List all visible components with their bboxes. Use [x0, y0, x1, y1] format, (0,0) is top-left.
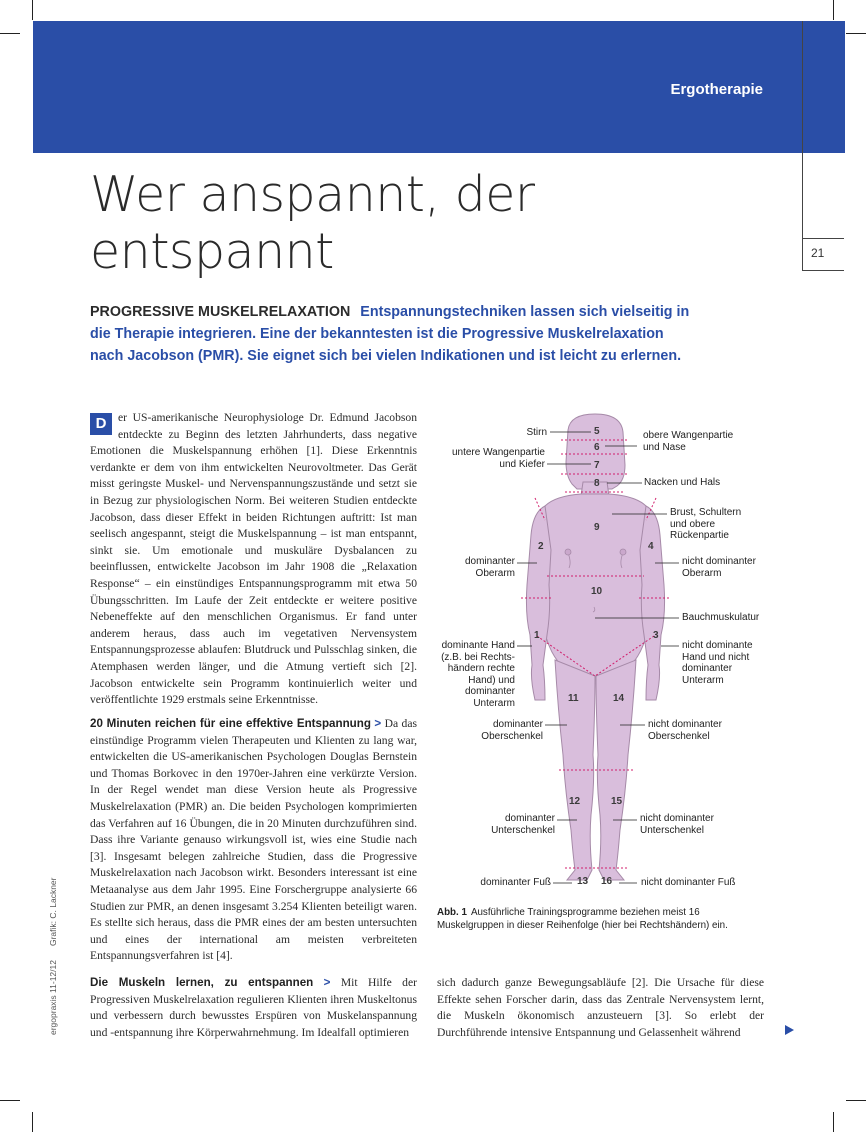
label-stirn: Stirn [526, 427, 547, 438]
region-number: 6 [594, 442, 600, 453]
title-line: entspannt [90, 223, 334, 280]
subheading: 20 Minuten reichen für eine effektive Entspannung [90, 717, 371, 730]
body-paragraph-1 [90, 410, 417, 709]
region-number: 2 [538, 541, 544, 552]
body-paragraph-2 [90, 716, 417, 965]
region-number: 8 [594, 478, 600, 489]
paragraph-text: sich dadurch ganze Bewegungsabläufe [2]. Die Ursache für diese Effekte sehen Forscher darin, dass das Zentrale Nervensystem lernt, die Muskeln ökonomisch anzusteuern [3]. So erlebt der Durchführende intensive Entspannung und Gelassenheit während [437, 976, 764, 1039]
page-number: 21 [811, 246, 825, 260]
crop-mark [0, 33, 20, 34]
crop-mark [32, 0, 33, 20]
journal-issue: ergopraxis 11-12/12 [48, 960, 58, 1035]
paragraph-text: er US-amerikanische Neurophysiologe Dr. Edmund Jacobson entdeckte zu Beginn des letzten Jahrhunderts, dass negative Emotionen die Muskelspannung erhöhen [1]. Diese Erkenntnis verdankte er dem von ihm entwickelten Neurovoltmeter. Das Gerät misst geringste Muskel- und Nervenspannungszustände und setzt sie in Bezug zur physiologischen Norm. Bei weiteren Studien entdeckte Jacobson, dass dieser Effekt in beiden Richtungen auftritt: Ist man seelisch angespannt, steigt die Muskelspannung – ist man entspannt, sinkt sie. Um emotionale und muskuläre Dysbalancen zu beeinflussen, entwickelte Jacobson im Jahr 1908 die „Relaxation Response“ – ein einstündiges Entspannungsprogramm mit etwa 50 Übungsschritten. Im Laufe der Zeit entdeckte er weitere positive Nebeneffekte auf den menschlichen Organismus. Er fand unter anderem heraus, dass auch im vegetativen Nervensystem Entspannungsprozesse ablaufen: Blutdruck und Pulsschlag sinken, die Atemphasen werden länger, und die Atmung vertieft sich [2]. Jacobson entwickelte sein Programm kontinuierlich weiter und veröffentlichte 1929 erstmals seine Erkenntnisse. [90, 411, 417, 707]
label-nicht-dominante-hand: nicht dominante Hand und nicht dominanter Unterarm [682, 640, 753, 686]
crop-mark [833, 1112, 834, 1132]
crop-mark [833, 0, 834, 20]
drop-cap: D [90, 413, 112, 435]
caption-text: Ausführliche Trainingsprogramme beziehen meist 16 Muskelgruppen in dieser Reihenfolge (hier bei Rechtshändern) ein. [437, 907, 728, 931]
graphic-credit: Grafik: C. Lackner [48, 877, 58, 947]
region-number: 5 [594, 426, 600, 437]
region-number: 3 [653, 630, 659, 641]
label-bauchmuskulatur: Bauchmuskulatur [682, 612, 760, 623]
crop-mark [32, 1112, 33, 1132]
region-number: 11 [568, 693, 579, 704]
lead-text: Entspannungstechniken lassen sich vielseitig in die Therapie integrieren. Eine der bekanntesten ist die Progressive Muskelrelaxation nach Jacobson (PMR). Sie eignet sich bei vielen Indikationen und ist leicht zu erlernen. [90, 304, 690, 364]
label-nicht-dominanter-oberschenkel: nicht dominanter Oberschenkel [648, 719, 722, 742]
region-number: 1 [534, 630, 540, 641]
paragraph-text: Da das einstündige Programm vielen Therapeuten und Klienten zu lang war, entwickelten die US-amerikanischen Psychologen Douglas Bernstein und Thomas Borkovec in den 1970er-Jahren eine verkürzte Version. In der Regel wendet man diese Version heute als Progressive Muskelrelaxation (PMR) an. Die beiden Psychologen komprimierten das Verfahren auf 16 Übungen, die in 20 Minuten durchzuführen sind. Dass ihre Variante genauso wirkungsvoll ist, wies eine Studie nach [3]. Insgesamt belegen zahlreiche Studien, dass die Progressive Muskelrelaxation nach Jacobson wirkt. Besonders interessant ist eine Metaanalyse aus dem Jahr 1995. Eine Forschergruppe analysierte 66 Studien zur PMR, an denen insgesamt 3.254 Klienten beteiligt waren. Es stellte sich heraus, dass die PMR eines der am besten untersuchten und eines der international am meisten verbreiteten Entspannungsverfahren ist [4]. [90, 717, 418, 963]
side-credit [48, 864, 58, 1035]
label-nicht-dominanter-fuss: nicht dominanter Fuß [641, 877, 736, 888]
crop-mark [846, 1100, 866, 1101]
body-paragraph-4 [437, 975, 764, 1041]
label-dominanter-fuss: dominanter Fuß [480, 877, 551, 888]
label-brust-schultern: Brust, Schultern und obere Rückenpartie [670, 507, 742, 541]
page-number-rule [802, 238, 844, 239]
subhead-arrow-icon: > [323, 976, 331, 989]
subhead-arrow-icon: > [374, 717, 382, 730]
body-paragraph-3 [90, 975, 417, 1041]
region-number: 9 [594, 522, 600, 533]
label-untere-wangenpartie: untere Wangenpartie und Kiefer [451, 447, 545, 470]
label-nacken-hals: Nacken und Hals [644, 477, 721, 488]
subheading: Die Muskeln lernen, zu entspannen [90, 976, 314, 989]
article-title [90, 166, 535, 280]
title-line: Wer anspannt, der [90, 166, 535, 223]
region-number: 16 [601, 876, 613, 887]
region-number: 4 [648, 541, 654, 552]
lead-paragraph [90, 301, 690, 367]
caption-label: Abb. 1 [437, 907, 467, 918]
label-dominante-hand: dominante Hand (z.B. bei Rechts-händern rechte Hand) und dominanter Unterarm [441, 640, 515, 709]
lead-kicker: PROGRESSIVE MUSKELRELAXATION [90, 304, 351, 320]
label-obere-wangenpartie: obere Wangenpartie und Nase [643, 430, 734, 453]
figure-caption [437, 906, 767, 932]
label-nicht-dominanter-unterschenkel: nicht dominanter Unterschenkel [640, 813, 714, 836]
continue-arrow-icon [785, 1025, 794, 1035]
region-number: 15 [611, 796, 623, 807]
label-nicht-dominanter-oberarm: nicht dominanter Oberarm [682, 556, 756, 579]
page-number-rule [802, 270, 844, 271]
paragraph-text: Mit Hilfe der Progressiven Muskelrelaxation regulieren Klienten ihren Muskeltonus und verbessern durch bewusstes Erspüren von Muskelanspannung und -entspannung ihre Körperwahrnehmung. Im Idealfall optimieren [90, 976, 417, 1039]
section-label: Ergotherapie [670, 81, 763, 98]
region-number: 10 [591, 586, 603, 597]
region-number: 13 [577, 876, 589, 887]
label-dominanter-unterschenkel: dominanter Unterschenkel [491, 813, 555, 836]
header-band [33, 21, 845, 153]
label-dominanter-oberarm: dominanter Oberarm [464, 556, 515, 579]
region-number: 14 [613, 693, 625, 704]
crop-mark [846, 33, 866, 34]
region-number: 7 [594, 460, 600, 471]
label-dominanter-oberschenkel: dominanter Oberschenkel [481, 719, 543, 742]
muscle-groups-figure [437, 410, 777, 890]
margin-rule [802, 21, 803, 271]
crop-mark [0, 1100, 20, 1101]
region-number: 12 [569, 796, 581, 807]
